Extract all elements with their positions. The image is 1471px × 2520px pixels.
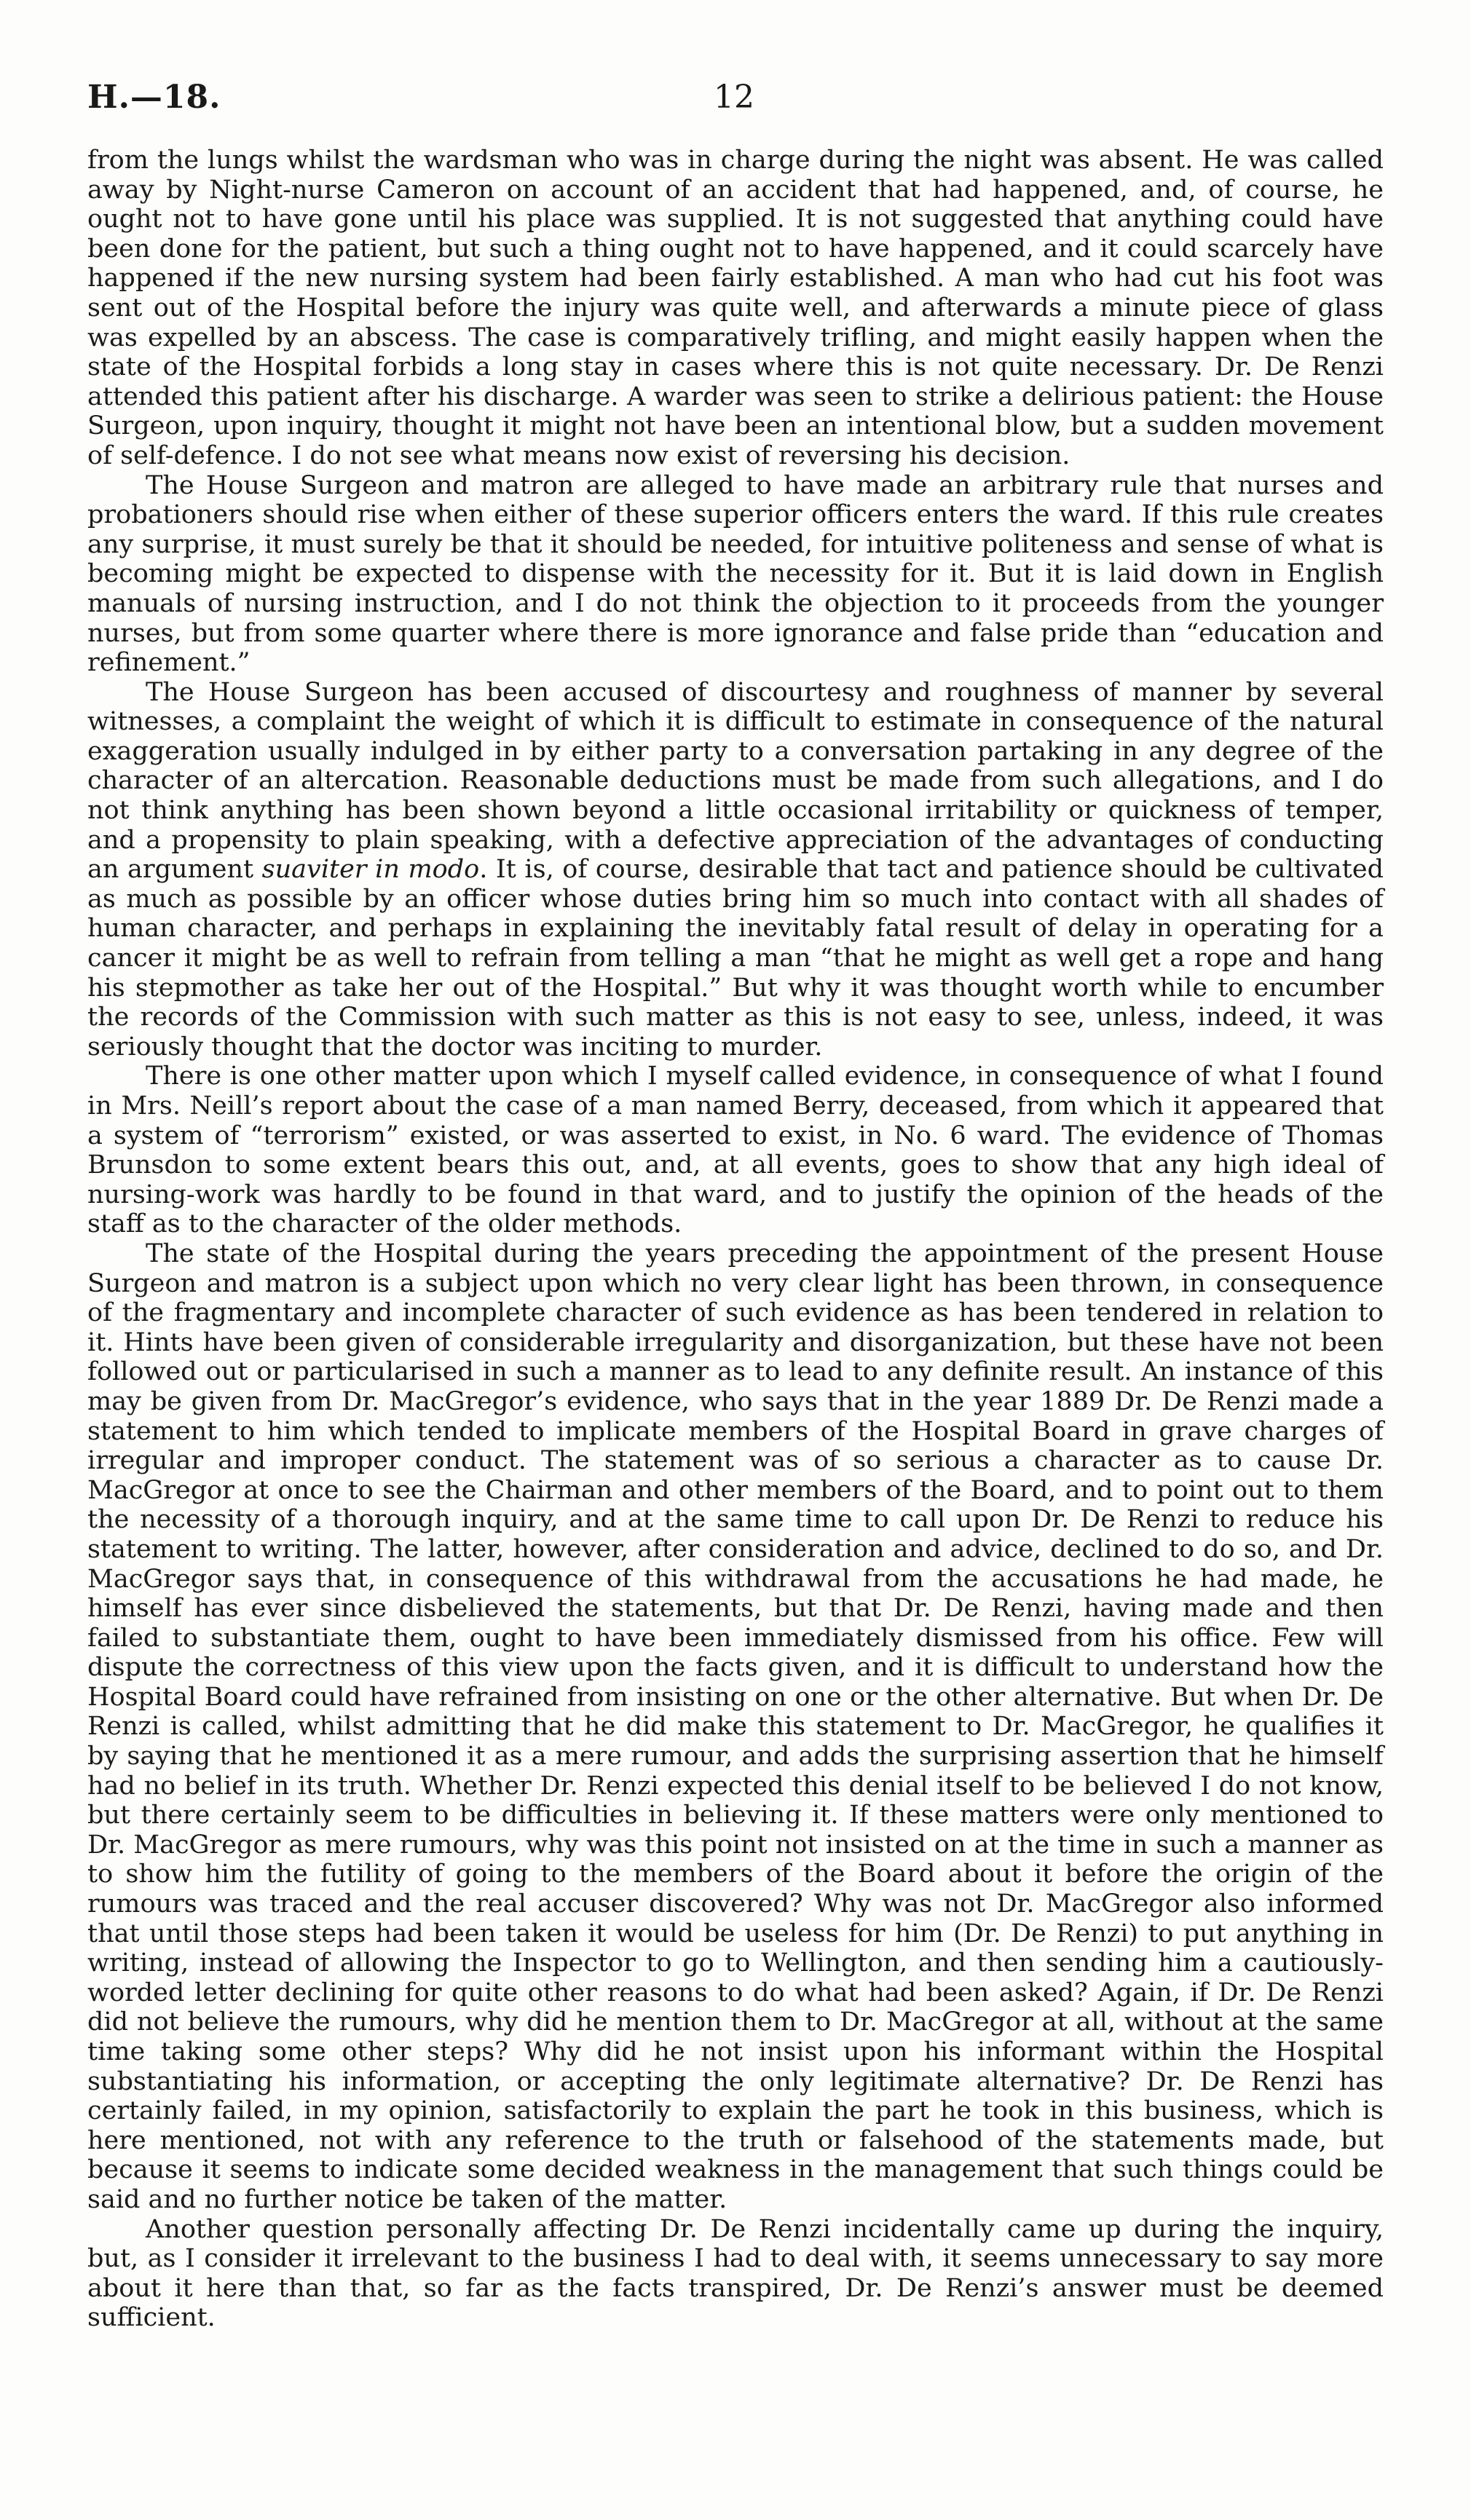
paragraph-conclusion: Another question personally affecting Dr. De Renzi incidentally came up during the inquiry, but, as I consider it irrelevant to the business I had to deal with, it seems unnecessary to say more about it here than that, so far as the facts transpired, Dr. De Renzi’s answer must be deemed sufficient. bbox=[87, 2214, 1384, 2333]
document-reference: H.—18. bbox=[87, 79, 221, 116]
paragraph-continuation: from the lungs whilst the wardsman who was in charge during the night was absent. He was called away by Night-nurse Cameron on account of an accident that had happened, and, of course, he ought not to have gone until his place was supplied. It is not suggested that anything could have been done for the patient, but such a thing ought not to have happened, and it could scarcely have happened if the new nursing system had been fairly established. A man who had cut his foot was sent out of the Hospital before the injury was quite well, and afterwards a minute piece of glass was expelled by an abscess. The case is comparatively trifling, and might easily happen when the state of the Hospital forbids a long stay in cases where this is not quite necessary. Dr. De Renzi attended this patient after his discharge. A warder was seen to strike a delirious patient: the House Surgeon, upon inquiry, thought it might not have been an intentional blow, but a sudden movement of self-defence. I do not see what means now exist of reversing his decision. bbox=[87, 146, 1384, 470]
paragraph-rising-rule: The House Surgeon and matron are alleged to have made an arbitrary rule that nurses and probationers should rise when either of these superior officers enters the ward. If this rule creates any surprise, it must surely be that it should be needed, for intuitive politeness and sense of what is becoming might be expected to dispense with the necessity for it. But it is laid down in English manuals of nursing instruction, and I do not think the objection to it proceeds from the younger nurses, but from some quarter where there is more ignorance and false pride than “education and refinement.” bbox=[87, 470, 1384, 678]
page-number: 12 bbox=[714, 79, 754, 116]
body-text bbox=[87, 146, 1384, 2333]
paragraph-terrorism: There is one other matter upon which I myself called evidence, in consequence of what I found in Mrs. Neill’s report about the case of a man named Berry, deceased, from which it appeared that a system of “terrorism” existed, or was asserted to exist, in No. 6 ward. The evidence of Thomas Brunsdon to some extent bears this out, and, at all events, goes to show that any high ideal of nursing-work was hardly to be found in that ward, and to justify the opinion of the heads of the staff as to the character of the older methods. bbox=[87, 1062, 1384, 1239]
latin-phrase: suaviter in modo bbox=[261, 855, 480, 885]
paragraph-discourtesy-part-2: . It is, of course, desirable that tact and patience should be cultivated as much as possible by an officer whose duties bring him so much into contact with all shades of human character, and perhaps in explaining the inevitably fatal result of delay in operating for a cancer it might be as well to refrain from telling a man “that he might as well get a rope and hang his stepmother as take her out of the Hospital.” But why it was thought worth while to encumber the records of the Commission with such matter as this is not easy to see, unless, indeed, it was seriously thought that the doctor was inciting to murder. bbox=[87, 855, 1384, 1062]
paragraph-discourtesy bbox=[87, 678, 1384, 1062]
page-header bbox=[87, 79, 1384, 130]
paragraph-hospital-state: The state of the Hospital during the years preceding the appointment of the present House Surgeon and matron is a subject upon which no very clear light has been thrown, in consequence of the fragmentary and incomplete character of such evidence as has been tendered in relation to it. Hints have been given of considerable irregularity and disorganization, but these have not been followed out or particularised in such a manner as to lead to any definite result. An instance of this may be given from Dr. MacGregor’s evidence, who says that in the year 1889 Dr. De Renzi made a statement to him which tended to implicate members of the Hospital Board in grave charges of irregular and improper conduct. The statement was of so serious a character as to cause Dr. MacGregor at once to see the Chairman and other members of the Board, and to point out to them the necessity of a thorough inquiry, and at the same time to call upon Dr. De Renzi to reduce his statement to writing. The latter, however, after consideration and advice, declined to do so, and Dr. MacGregor says that, in consequence of this withdrawal from the accusations he had made, he himself has ever since disbelieved the statements, but that Dr. De Renzi, having made and then failed to substantiate them, ought to have been immediately dismissed from his office. Few will dispute the correctness of this view upon the facts given, and it is difficult to understand how the Hospital Board could have refrained from insisting on one or the other alternative. But when Dr. De Renzi is called, whilst admitting that he did make this statement to Dr. MacGregor, he qualifies it by saying that he mentioned it as a mere rumour, and adds the surprising assertion that he himself had no belief in its truth. Whether Dr. Renzi expected this denial itself to be believed I do not know, but there certainly seem to be difficulties in believing it. If these matters were only mentioned to Dr. MacGregor as mere rumours, why was this point not insisted on at the time in such a manner as to show him the futility of going to the members of the Board about it before the origin of the rumours was traced and the real accuser discovered? Why was not Dr. MacGregor also informed that until those steps had been taken it would be useless for him (Dr. De Renzi) to put anything in writing, instead of allowing the Inspector to go to Wellington, and then sending him a cautiously-worded letter declining for quite other reasons to do what had been asked? Again, if Dr. De Renzi did not believe the rumours, why did he mention them to Dr. MacGregor at all, without at the same time taking some other steps? Why did he not insist upon his informant within the Hospital substantiating his information, or accepting the only legitimate alternative? Dr. De Renzi has certainly failed, in my opinion, satisfactorily to explain the part he took in this business, which is here mentioned, not with any reference to the truth or falsehood of the statements made, but because it seems to indicate some decided weakness in the management that such things could be said and no further notice be taken of the matter. bbox=[87, 1239, 1384, 2214]
paragraph-discourtesy-part-1: The House Surgeon has been accused of discourtesy and roughness of manner by several witnesses, a complaint the weight of which it is difficult to estimate in consequence of the natural exaggeration usually indulged in by either party to a conversation partaking in any degree of the character of an altercation. Reasonable deductions must be made from such allegations, and I do not think anything has been shown beyond a little occasional irritability or quickness of temper, and a propensity to plain speaking, with a defective appreciation of the advantages of conducting an argument bbox=[87, 677, 1384, 885]
